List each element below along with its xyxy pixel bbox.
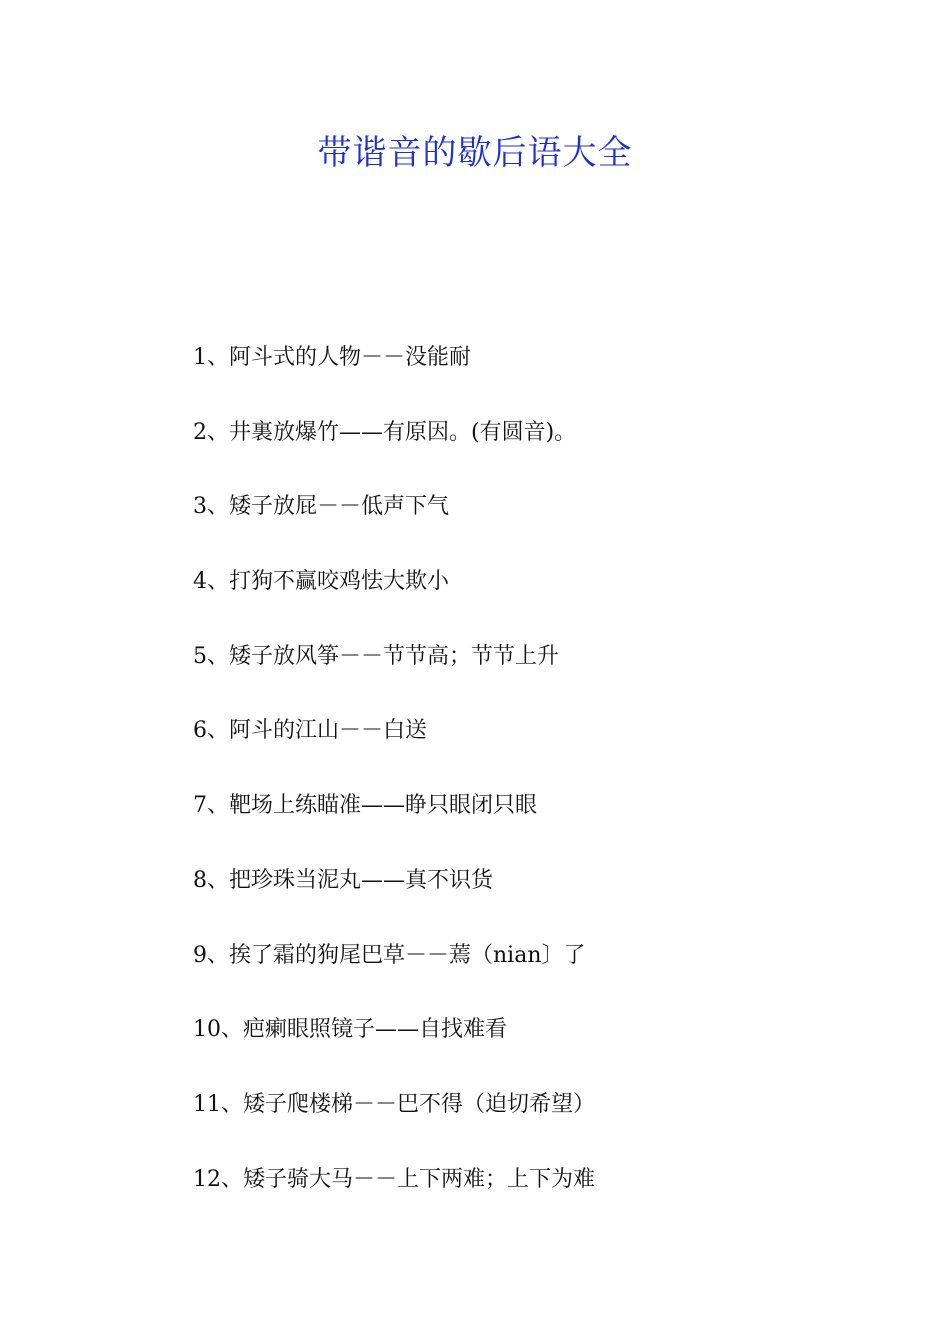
- list-item: 1、阿斗式的人物－－没能耐: [193, 345, 471, 370]
- list-item: 10、疤瘌眼照镜子——自找难看: [193, 1017, 507, 1043]
- list-item: 8、把珍珠当泥丸——真不识货: [193, 867, 493, 893]
- list-item: 2、井裏放爆竹——有原因。(有圆音)。: [193, 419, 577, 445]
- list-item: 7、靶场上练瞄准——睁只眼闭只眼: [193, 793, 537, 819]
- list-item: 4、打狗不赢咬鸡怯大欺小: [193, 569, 449, 595]
- list-item: 6、阿斗的江山－－白送: [193, 718, 427, 744]
- list-item: 5、矮子放风筝－－节节高；节节上升: [193, 643, 559, 669]
- list-item: 11、矮子爬楼梯－－巴不得（迫切希望）: [193, 1091, 595, 1117]
- list-item: 9、挨了霜的狗尾巴草－－蔫（nian〕了: [193, 942, 586, 968]
- document-title: 带谐音的歇后语大全: [317, 133, 633, 173]
- list-item: 12、矮子骑大马－－上下两难；上下为难: [193, 1166, 595, 1192]
- proverb-list: [193, 340, 893, 1236]
- list-item: 3、矮子放屁－－低声下气: [193, 494, 449, 520]
